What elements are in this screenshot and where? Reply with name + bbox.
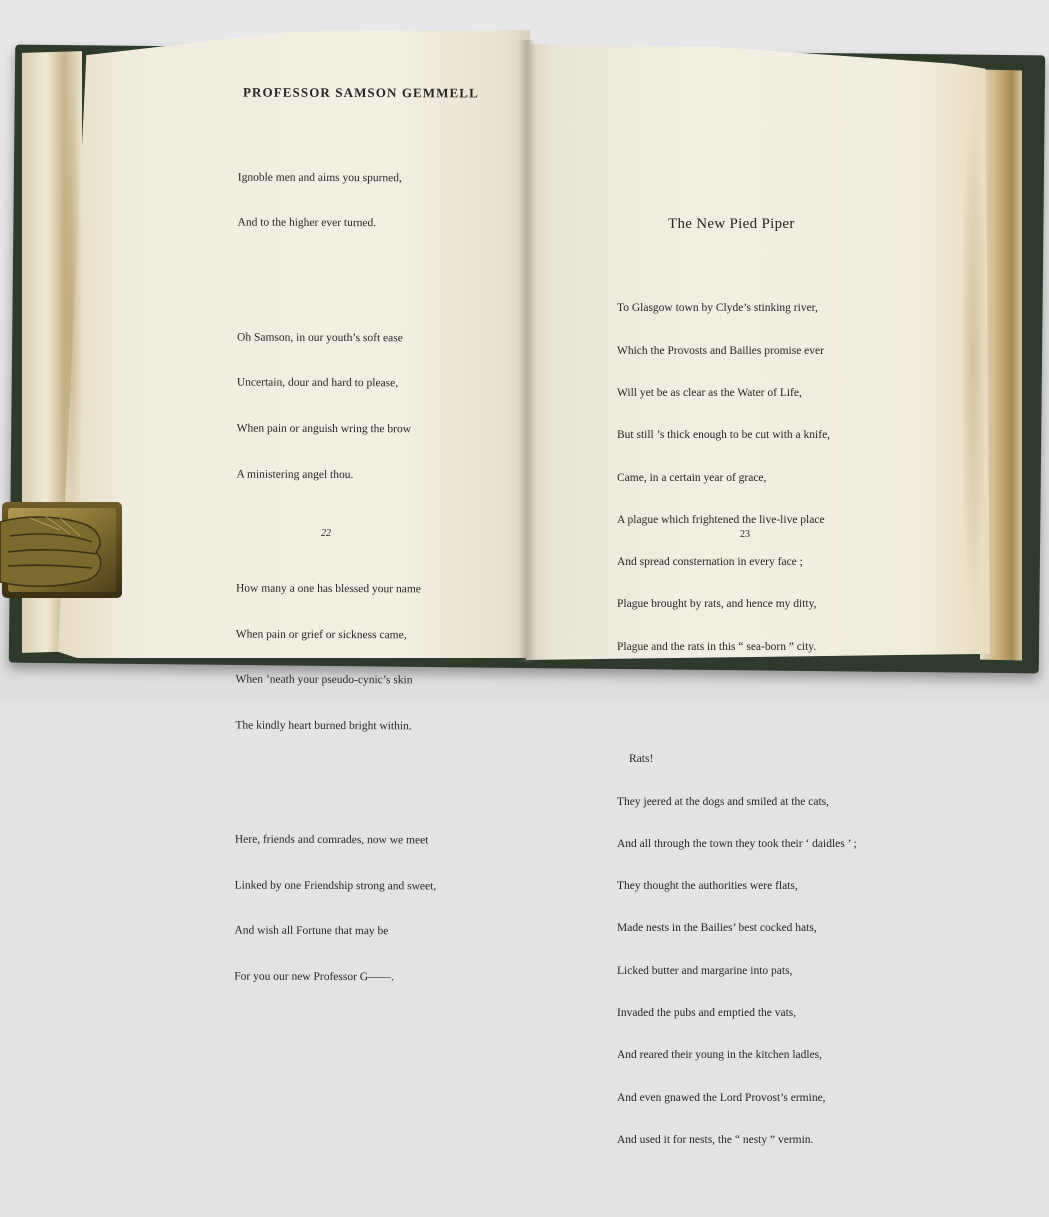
poem-line: When pain or grief or sickness came, <box>235 628 407 641</box>
poem-line: To Glasgow town by Clyde’s stinking river, <box>617 302 818 315</box>
poem-line: And to the higher ever turned. <box>237 216 377 230</box>
poem-line: And even gnawed the Lord Provost’s ermine, <box>617 1091 826 1104</box>
left-stanza <box>235 551 437 765</box>
poem-line: Came, in a certain year of grace, <box>617 471 767 484</box>
poem-line: Linked by one Friendship strong and sweet, <box>234 879 437 893</box>
poem-line: When pain or anguish wring the brow <box>236 422 412 436</box>
left-stanza <box>236 300 438 514</box>
poem-line: Which the Provosts and Bailies promise ever <box>617 344 824 357</box>
poem-line: How many a one has blessed your name <box>235 582 421 596</box>
book-gutter <box>518 40 536 662</box>
right-stanza <box>617 724 857 1175</box>
poem-line: Ignoble men and aims you spurned, <box>237 171 402 185</box>
poem-line: The kindly heart burned bright within. <box>235 719 412 733</box>
poem-line: Rats! <box>629 753 654 766</box>
poem-line: They jeered at the dogs and smiled at the cats, <box>617 795 830 808</box>
right-page-foxing <box>960 90 986 630</box>
brass-hand-paperweight-icon <box>0 500 124 600</box>
right-stanza <box>617 273 857 682</box>
poem-line: For you our new Professor G——. <box>234 970 395 984</box>
poem-line: Licked butter and margarine into pats, <box>617 964 793 977</box>
poem-line: Invaded the pubs and emptied the vats, <box>617 1006 797 1019</box>
poem-line: Plague and the rats in this “ sea-born ” city. <box>617 640 817 653</box>
poem-line: And spread consternation in every face ; <box>617 556 803 569</box>
left-stanza <box>234 802 436 1016</box>
left-stanza <box>237 140 439 262</box>
poem-line: And wish all Fortune that may be <box>234 924 389 938</box>
poem-line: Will yet be as clear as the Water of Life, <box>617 386 802 399</box>
right-page-number: 23 <box>740 529 750 540</box>
poem-line: And used it for nests, the “ nesty ” vermin. <box>617 1133 814 1146</box>
left-page-number: 22 <box>321 528 331 539</box>
poem-line: Plague brought by rats, and hence my ditty, <box>617 598 817 611</box>
left-page-title: PROFESSOR SAMSON GEMMELL <box>242 84 479 101</box>
poem-line: Here, friends and comrades, now we meet <box>234 833 429 847</box>
poem-line: And reared their young in the kitchen ladles, <box>617 1049 823 1062</box>
right-page-poem <box>617 245 857 1217</box>
poem-line: But still ’s thick enough to be cut with a knife, <box>617 429 831 442</box>
poem-line: They thought the authorities were flats, <box>617 880 798 893</box>
left-page-poem <box>234 110 440 1055</box>
poem-line: And all through the town they took their ‘ daidles ’ ; <box>617 837 857 850</box>
poem-line: When ’neath your pseudo-cynic’s skin <box>235 673 413 687</box>
poem-line: Oh Samson, in our youth’s soft ease <box>237 331 403 345</box>
poem-line: Uncertain, dour and hard to please, <box>236 376 399 390</box>
poem-line: Made nests in the Bailies’ best cocked hats, <box>617 922 817 935</box>
poem-line: A plague which frightened the live-live place <box>617 513 825 526</box>
right-page-title: The New Pied Piper <box>668 216 795 232</box>
poem-line: A ministering angel thou. <box>236 468 354 481</box>
